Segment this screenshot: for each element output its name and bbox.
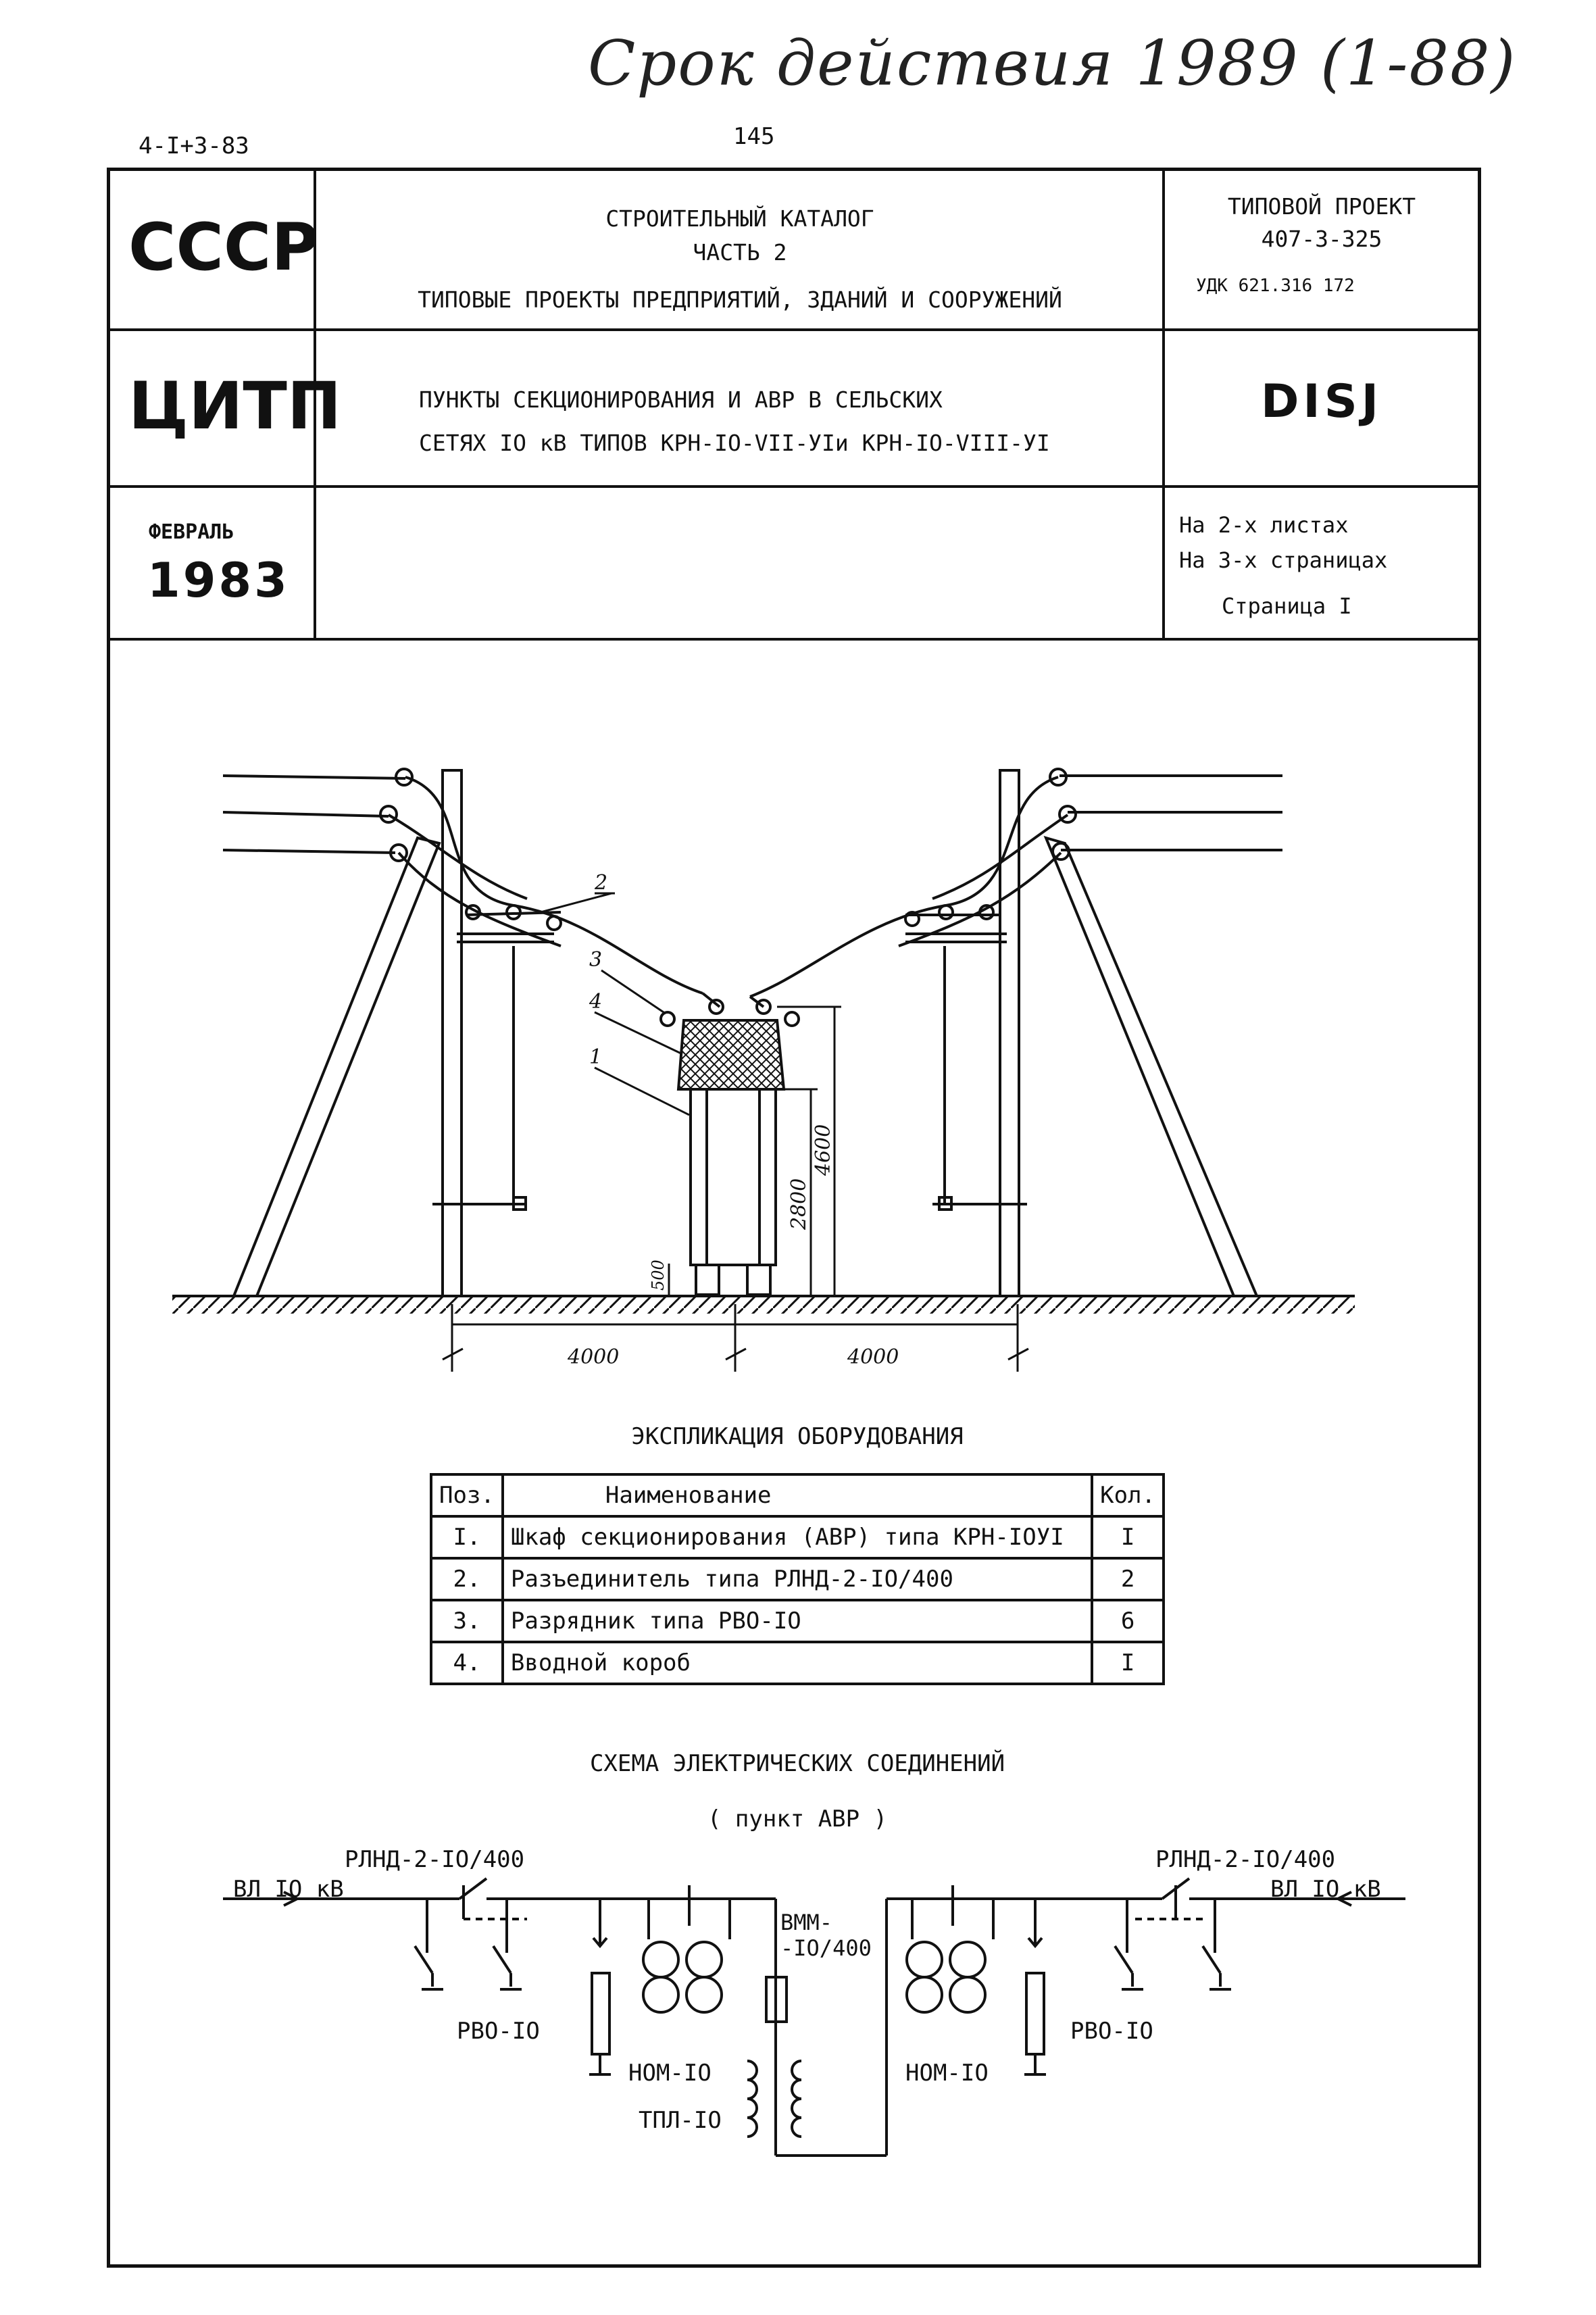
left-arrester-label: РВО-IO	[457, 2018, 540, 2045]
table-row: 4. Вводной короб I	[431, 1642, 1164, 1684]
left-wire-3	[223, 850, 395, 853]
left-wire-2	[223, 812, 389, 816]
sectionalizing-cabinet	[691, 1089, 776, 1265]
right-line-label: ВЛ IO кВ	[1270, 1876, 1381, 1903]
current-page: Страница I	[1222, 593, 1352, 619]
month-label: ФЕВРАЛЬ	[149, 520, 234, 544]
table-row: 3. Разрядник типа РВО-IO 6	[431, 1600, 1164, 1642]
handwritten-note: Срок действия 1989 (1-88)	[588, 27, 1517, 99]
cabinet-leg-left	[696, 1265, 719, 1295]
left-pole	[443, 770, 462, 1296]
project-label: ТИПОВОЙ ПРОЕКТ	[1227, 193, 1416, 220]
catalog-line-1: СТРОИТЕЛЬНЫЙ КАТАЛОГ	[605, 205, 874, 232]
title-line-1: ПУНКТЫ СЕКЦИОНИРОВАНИЯ И АВР В СЕЛЬСКИХ	[419, 387, 943, 413]
dim-height-total: 4600	[812, 1124, 835, 1176]
year-label: 1983	[147, 553, 290, 608]
doc-code: 4-I+3-83	[139, 132, 249, 159]
dim-right-label: 4000	[847, 1345, 899, 1369]
org-label: ЦИТП	[128, 368, 342, 444]
equipment-title: ЭКСПЛИКАЦИЯ ОБОРУДОВАНИЯ	[631, 1423, 964, 1450]
catalog-line-2: ЧАСТЬ 2	[693, 239, 787, 266]
project-code: DISJ	[1260, 375, 1383, 428]
left-drop-wire-1	[405, 777, 703, 993]
pages-count: На 3-х страницах	[1179, 547, 1388, 573]
equipment-table	[430, 1473, 1165, 1685]
right-vt-label: НОМ-IO	[905, 2060, 989, 2087]
page-number: 145	[733, 123, 775, 150]
left-switch-label: РЛНД-2-IO/400	[345, 1846, 525, 1873]
project-number: 407-3-325	[1261, 226, 1382, 252]
left-wire-1	[223, 776, 405, 778]
left-brace	[234, 838, 439, 1296]
th-name: Наименование	[503, 1474, 1092, 1516]
th-pos: Поз.	[431, 1474, 503, 1516]
cabinet-leg-right	[747, 1265, 770, 1295]
right-pole	[1000, 770, 1019, 1296]
dim-left-label: 4000	[568, 1345, 620, 1369]
th-qty: Кол.	[1092, 1474, 1164, 1516]
ground-hatch	[172, 1296, 1355, 1314]
title-line-2: СЕТЯХ IO кВ ТИПОВ КРН-IO-VII-УIи КРН-IO-VIII-УI	[419, 430, 1050, 456]
table-row: 2. Разъединитель типа РЛНД-2-IO/400 2	[431, 1558, 1164, 1600]
schema-subtitle: ( пункт АВР )	[707, 1806, 888, 1833]
country-label: СССР	[128, 209, 319, 285]
callout-3: 3	[589, 948, 603, 972]
udk-code: УДК 621.316 172	[1196, 276, 1355, 296]
right-brace	[1046, 838, 1257, 1296]
sheets-count: На 2-х листах	[1179, 512, 1349, 538]
callout-2: 2	[595, 871, 608, 895]
left-line-label: ВЛ IO кВ	[233, 1876, 344, 1903]
catalog-line-3: ТИПОВЫЕ ПРОЕКТЫ ПРЕДПРИЯТИЙ, ЗДАНИЙ И СООРУЖЕНИЙ	[418, 287, 1062, 313]
callout-4: 4	[589, 990, 603, 1014]
right-arrester-label: РВО-IO	[1070, 2018, 1153, 2045]
right-drop-wire-1	[750, 777, 1058, 997]
schema-title: СХЕМА ЭЛЕКТРИЧЕСКИХ СОЕДИНЕНИЙ	[589, 1750, 1005, 1777]
left-vt-label: НОМ-IO	[628, 2060, 712, 2087]
breaker-label-1: ВММ-	[780, 1910, 833, 1935]
callout-1: 1	[589, 1045, 603, 1069]
input-box	[678, 1020, 784, 1089]
breaker-label-2: -IO/400	[780, 1935, 872, 1961]
table-row: I. Шкаф секционирования (АВР) типа КРН-IOУI I	[431, 1516, 1164, 1558]
dim-base: 500	[649, 1260, 668, 1291]
dim-height-cabinet: 2800	[787, 1178, 811, 1230]
right-switch-label: РЛНД-2-IO/400	[1155, 1846, 1336, 1873]
ct-label: ТПЛ-IO	[639, 2107, 722, 2134]
